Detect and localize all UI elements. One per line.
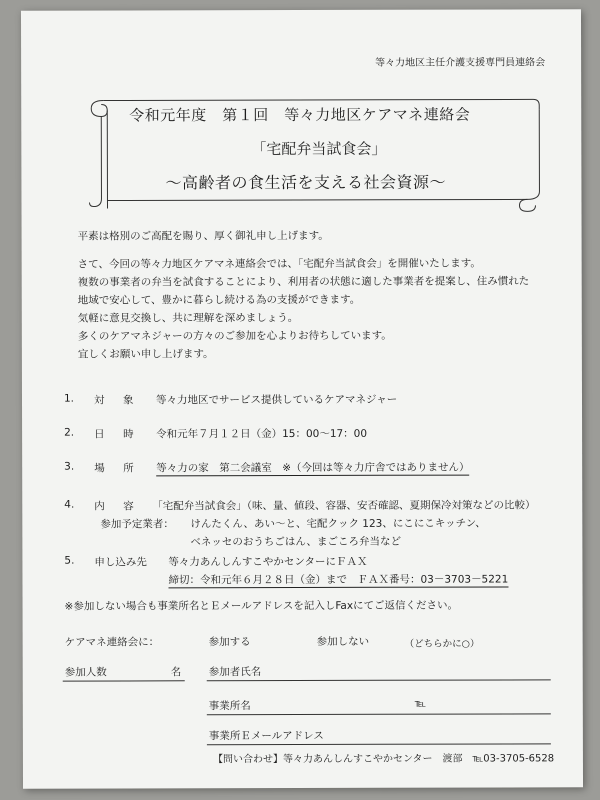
item-number: 3. [64, 460, 75, 473]
reply-note: ※参加しない場合も事業所名とＥメールアドレスを記入しFaxにてご返信ください。 [64, 599, 459, 613]
greeting-line: 複数の事業者の弁当を試食することにより、利用者の状態に適した事業者を提案し、住み慣れた [77, 275, 530, 289]
greeting-line: 気軽に意見交換し、共に理解を深めましょう。 [77, 312, 299, 325]
name-field[interactable] [207, 679, 551, 681]
item-number: 4. [64, 498, 75, 511]
vendors-line: ベネッセのおうちごはん、まごころ弁当など [190, 535, 402, 549]
item-number: 2. [64, 426, 75, 439]
greeting-line: 地域で安心して、豊かに暮らし続ける為の支援ができます。 [77, 293, 361, 307]
email-label: 事業所Ｅメールアドレス [208, 729, 324, 743]
item-value-datetime: 令和元年７月１２日（金）15：00～17：00 [156, 427, 368, 441]
email-field[interactable] [207, 743, 551, 745]
item-label-apply: 申し込み先 [94, 556, 147, 569]
event-title: 令和元年度 第１回 等々力地区ケアマネ連絡会 [129, 105, 471, 125]
greeting-line: さて、今回の等々力地区ケアマネ連絡会では、「宅配弁当試食会」を開催いたします。 [77, 257, 481, 271]
event-subtitle: 「宅配弁当試食会」 [251, 139, 387, 159]
choose-one-hint: （どちらかに○） [404, 638, 480, 650]
greeting-line: 平素は格別のご高配を賜り、厚く御礼申し上げます。 [77, 229, 329, 243]
office-label: 事業所名 [208, 700, 251, 713]
item-value-content: 「宅配弁当試食会」（味、量、値段、容器、安否確認、夏期保冷対策などの比較） [152, 499, 536, 513]
document-page [21, 9, 583, 788]
tel-label: ℡ [414, 697, 427, 710]
count-label: 参加人数 [64, 666, 107, 679]
item-label-content: 内 容 [94, 500, 138, 513]
item-value-target: 等々力地区でサービス提供しているケアマネジャー [155, 393, 398, 407]
meeting-label: ケアマネ連絡会に： [64, 636, 160, 649]
greeting-line: 宜しくお願い申し上げます。 [77, 348, 214, 361]
office-field[interactable] [207, 713, 551, 715]
organization-name: 等々力地区主任介護支援専門員連絡会 [375, 57, 546, 69]
attend-option[interactable]: 参加する [208, 636, 251, 649]
item-label-datetime: 日 時 [94, 428, 138, 441]
vendors-line: けんたくん、あい～と、宅配クック 123、にこにこキッチン、 [190, 517, 486, 531]
contact-info: 【問い合わせ】等々力あんしんすこやかセンター 渡部 ℡03-3705-6528 [212, 753, 555, 766]
not-attend-option[interactable]: 参加しない [316, 635, 370, 648]
item-label-place: 場 所 [94, 462, 138, 475]
greeting-line: 多くのケアマネジャーの方々のご参加を心よりお待ちしています。 [77, 329, 392, 343]
vendors-label: 参加予定業者： [100, 518, 174, 531]
item-value-apply: 等々力あんしんすこやかセンターにＦＡＸ [168, 555, 368, 569]
deadline-fax: 締切：令和元年６月２８日（金）まで ＦＡＸ番号：03－3703－5221 [168, 573, 509, 587]
item-number: 5. [64, 554, 75, 567]
event-tagline: ～高齢者の食生活を支える社会資源～ [165, 172, 446, 193]
item-value-place: 等々力の家 第二会議室 ※（今回は等々力庁舎ではありません） [156, 461, 470, 475]
name-label: 参加者氏名 [208, 666, 262, 679]
count-field[interactable] [63, 680, 185, 681]
count-unit: 名 [170, 666, 182, 679]
item-number: 1. [63, 392, 75, 405]
item-label-target: 対 象 [93, 394, 138, 407]
